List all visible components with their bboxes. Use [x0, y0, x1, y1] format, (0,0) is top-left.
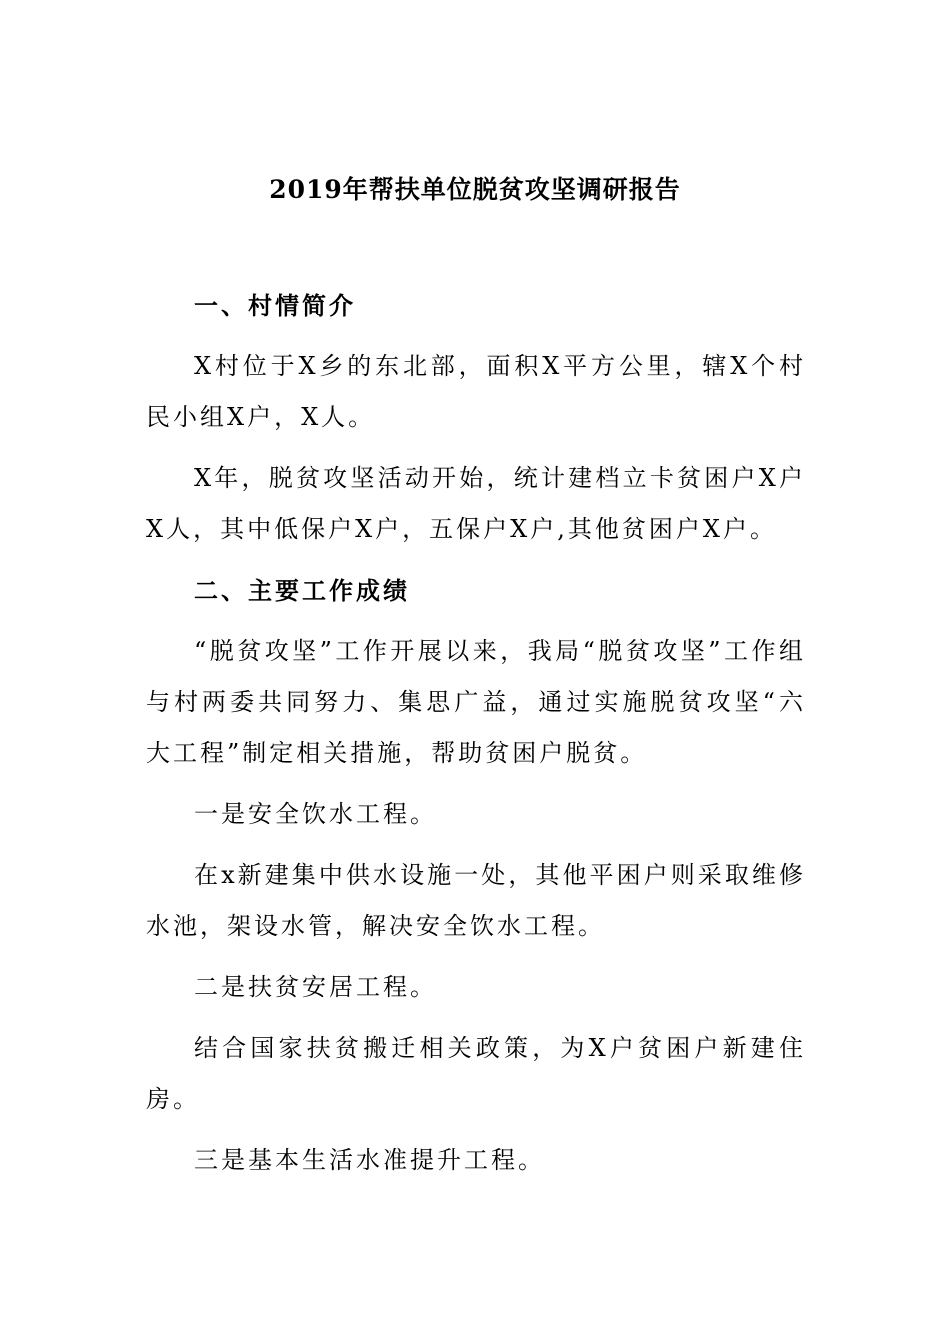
paragraph: X年，脱贫攻坚活动开始，统计建档立卡贫困户X户X人，其中低保户X户，五保户X户,其他贫困户X户。 — [146, 464, 806, 543]
paragraph: 一是安全饮水工程。 — [194, 800, 437, 828]
paragraph: 结合国家扶贫搬迁相关政策，为X户贫困户新建住房。 — [146, 1034, 806, 1113]
paragraph: “脱贫攻坚”工作开展以来，我局“脱贫攻坚”工作组与村两委共同努力、集思广益，通过实施脱贫攻坚“六大工程”制定相关措施，帮助贫困户脱贫。 — [146, 637, 806, 767]
paragraph: 三是基本生活水准提升工程。 — [194, 1146, 545, 1174]
section-heading-main-achievements: 二、主要工作成绩 — [194, 576, 410, 605]
document-body — [146, 280, 806, 1196]
document-title: 2019年帮扶单位脱贫攻坚调研报告 — [269, 175, 681, 204]
section-heading-village-profile: 一、村情简介 — [194, 291, 356, 320]
paragraph: 二是扶贫安居工程。 — [194, 973, 437, 1001]
paragraph: X村位于X乡的东北部，面积X平方公里，辖X个村民小组X户，X人。 — [146, 352, 806, 431]
paragraph: 在x新建集中供水设施一处，其他平困户则采取维修水池，架设水管，解决安全饮水工程。 — [146, 861, 806, 940]
